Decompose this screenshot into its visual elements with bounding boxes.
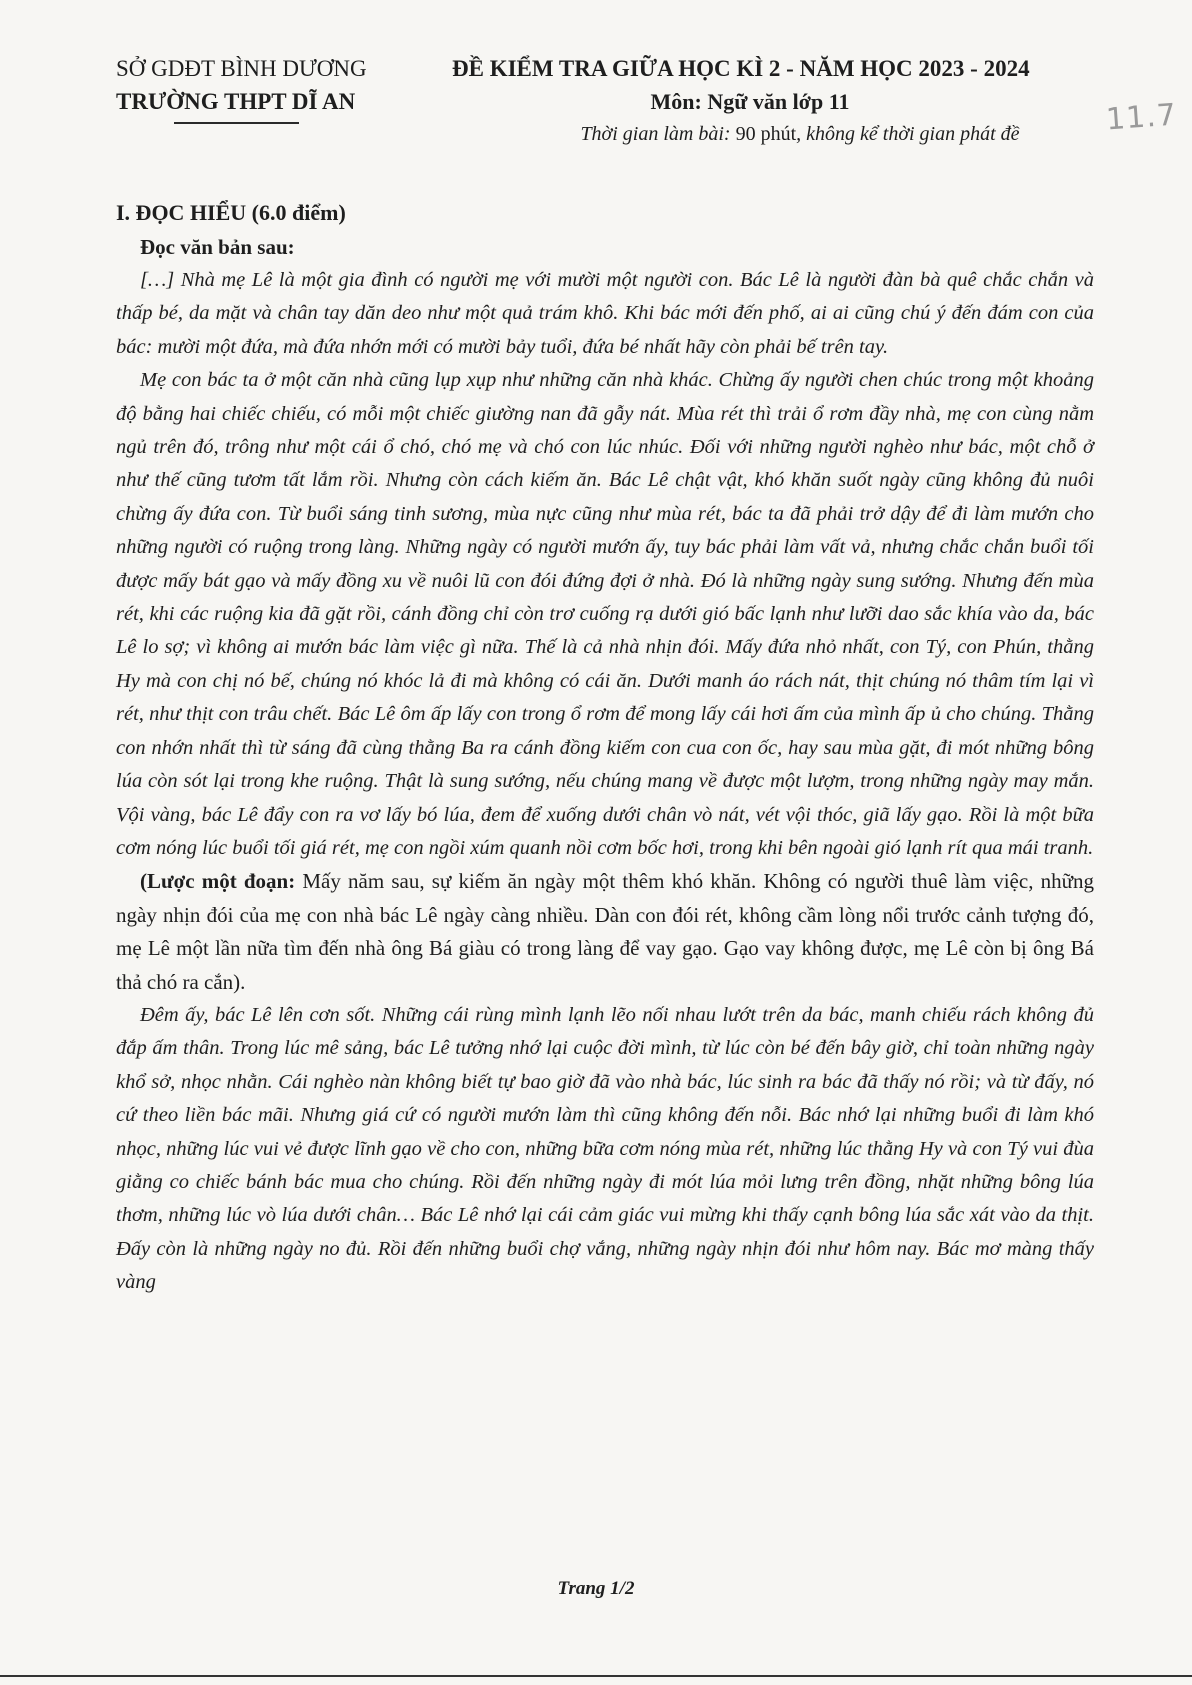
summary-label: (Lược một đoạn: [140,869,296,894]
passage-paragraph-2: Mẹ con bác ta ở một căn nhà cũng lụp xụp như những căn nhà khác. Chừng ấy người chen chúc trong một khoảng độ bằng hai chiếc chiếu, có mỗi một chiếc giường nan đã gẫy nát. Mùa rét thì trải ổ rơm đầy nhà, mẹ con cùng nằm ngủ trên đó, trông như một cái ổ chó, chó mẹ và chó con lúc nhúc. Đối với những người nghèo như bác, một chỗ ở như thế cũng tươm tất lắm rồi. Nhưng còn cách kiếm ăn. Bác Lê chật vật, khó khăn suốt ngày cũng không đủ nuôi chừng ấy đứa con. Từ buổi sáng tinh sương, mùa nực cũng như mùa rét, bác ta đã phải trở dậy để đi làm mướn cho những người có ruộng trong làng. Những ngày có người mướn ấy, tuy bác phải làm vất vả, nhưng chắc chắn buổi tối được mấy bát gạo và mấy đồng xu về nuôi lũ con đói đứng đợi ở nhà. Đó là những ngày sung sướng. Nhưng đến mùa rét, khi các ruộng kia đã gặt rồi, cánh đồng chỉ còn trơ cuống rạ dưới gió bấc lạnh như lưỡi dao sắc khía vào da, bác Lê lo sợ; vì không ai mướn bác làm việc gì nữa. Thế là cả nhà nhịn đói. Mấy đứa nhỏ nhất, con Tý, con Phún, thằng Hy mà con chị nó bế, chúng nó khóc lả đi mà không có cái ăn. Dưới manh áo rách nát, thịt chúng nó thâm tím lại vì rét, như thịt con trâu chết. Bác Lê ôm ấp lấy con trong ổ rơm để mong lấy cái hơi ấm của mình ấp ủ cho chúng. Thằng con nhớn nhất thì từ sáng đã cùng thằng Ba ra cánh đồng kiếm con cua con ốc, hay sau mùa gặt, đi mót những bông lúa còn sót lại trong khe ruộng. Thật là sung sướng, nếu chúng mang về được một lượm, trong những ngày may mắn. Vội vàng, bác Lê đẩy con ra vơ lấy bó lúa, đem để xuống dưới chân vò nát, vét vội thóc, giã lấy gạo. Rồi là một bữa cơm nóng lúc buổi tối giá rét, mẹ con ngồi xúm quanh nồi cơm bốc hơi, trong khi bên ngoài gió lạnh rít qua mái tranh. [116,369,1094,859]
reading-instruction: Đọc văn bản sau: [140,235,295,259]
exam-time-prefix: Thời gian làm bài: [580,123,736,145]
exam-time-value: 90 phút [735,123,797,145]
exam-subject: Môn: Ngữ văn lớp 11 [650,89,850,114]
document-header [0,52,1192,162]
page-number: Trang 1/2 [557,1578,635,1599]
passage-paragraph-4: Đêm ấy, bác Lê lên cơn sốt. Những cái rùng mình lạnh lẽo nối nhau lướt trên da bác, manh chiếu rách không đủ đắp ấm thân. Trong lúc mê sảng, bác Lê tưởng nhớ lại cuộc đời mình, từ lúc còn bé đến bây giờ, chỉ toàn những ngày khổ sở, nhọc nhằn. Cái nghèo nàn không biết tự bao giờ đã vào nhà bác, lúc sinh ra bác đã thấy nó rồi; và từ đấy, nó cứ theo liền bác mãi. Nhưng giá cứ có người mướn làm thì cũng không đến nỗi. Bác nhớ lại những buổi đi làm khó nhọc, những lúc vui vẻ được lĩnh gạo về cho con, những bữa cơm nóng mùa rét, những lúc thằng Hy và con Tý vui đùa giằng co chiếc bánh bác mua cho chúng. Rồi đến những ngày đi mót lúa mỏi lưng trên đồng, nhặt những bông lúa thơm, những lúc vò lúa dưới chân… Bác Lê nhớ lại cái cảm giác vui mừng khi thấy cạnh bông lúa sắc xát vào da thịt. Đấy còn là những ngày no đủ. Rồi đến những buổi chợ vắng, những ngày nhịn đói như hôm nay. Bác mơ màng thấy vàng [116,1003,1094,1294]
exam-title: ĐỀ KIỂM TRA GIỮA HỌC KÌ 2 - NĂM HỌC 2023 - 2024 [452,56,1030,81]
exam-info-block [440,52,1120,151]
summary-text: Mấy năm sau, sự kiếm ăn ngày một thêm khó khăn. Không có người thuê làm việc, những ngày nhịn đói của mẹ con nhà bác Lê ngày càng nhiều. Dàn con đói rét, không cầm lòng nổi trước cảnh tượng đó, mẹ Lê một lần nữa tìm đến nhà ông Bá giàu có trong làng để vay gạo. Gạo vay không được, mẹ Lê còn bị ông Bá thả chó ra cắn). [116,869,1094,994]
department-name: SỞ GDĐT BÌNH DƯƠNG [116,56,367,81]
exam-time [480,118,1120,151]
exam-content [116,196,1094,1300]
section-heading: I. ĐỌC HIỂU (6.0 điểm) [116,200,346,225]
school-block [116,52,416,118]
passage-summary [116,865,1094,999]
school-underline-divider [174,122,299,124]
bottom-edge-line [0,1675,1192,1677]
exam-time-suffix: , không kể thời gian phát đề [796,123,1020,145]
passage-paragraph-1: […] Nhà mẹ Lê là một gia đình có người mẹ với mười một người con. Bác Lê là người đàn bà quê chắc chắn và thấp bé, da mặt và chân tay dăn deo như một quả trám khô. Khi bác mới đến phố, ai ai cũng chú ý đến đám con của bác: mười một đứa, mà đứa nhớn mới có mười bảy tuổi, đứa bé nhất hãy còn phải bế trên tay. [116,269,1094,358]
school-name: TRƯỜNG THPT DĨ AN [116,89,356,114]
handwritten-page-code: 11.7 [1104,97,1178,138]
